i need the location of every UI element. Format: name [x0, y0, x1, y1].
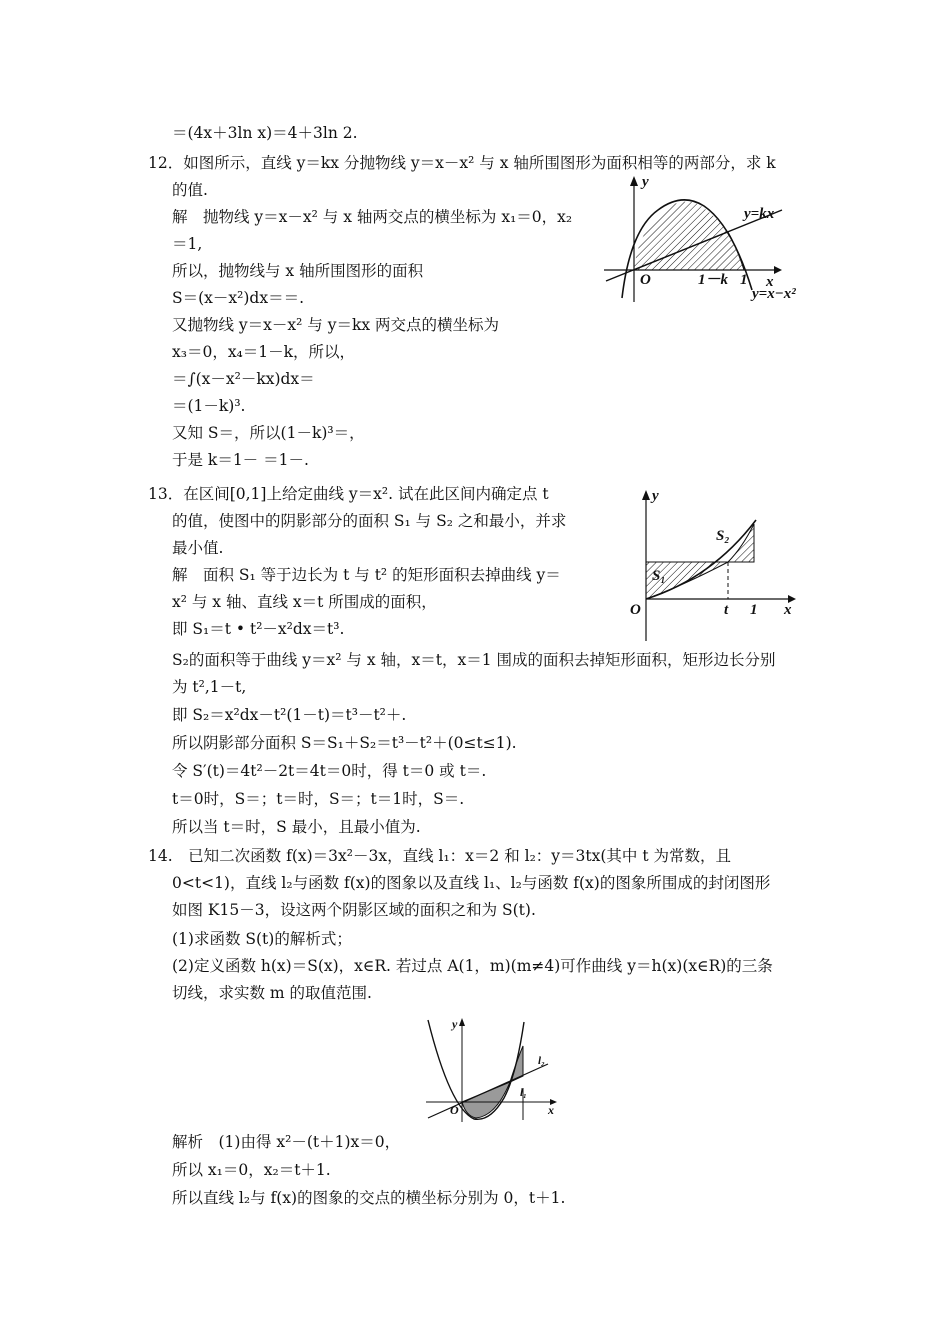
label-l1: l₁ — [520, 1087, 527, 1099]
text-line: 0<t<1)，直线 l₂与函数 f(x)的图象以及直线 l₁、l₂与函数 f(x)的图象所围成的封闭图形 — [172, 874, 771, 892]
y-axis-label: y — [642, 174, 649, 190]
text-line: 最小值. — [172, 539, 224, 557]
figure-k15-3 — [424, 1018, 564, 1124]
line-label: y=kx — [744, 206, 775, 222]
text-line: (1)求函数 S(t)的解析式； — [172, 930, 352, 948]
text-line: 于是 k＝1－ ＝1－. — [172, 451, 309, 469]
tick-1: 1 — [740, 272, 748, 288]
x-axis-label: x — [784, 602, 792, 618]
origin-label: O — [630, 602, 641, 618]
x-axis-arrow — [774, 266, 782, 274]
text-line: 所以 x₁＝0，x₂＝t＋1. — [172, 1161, 331, 1179]
text-line: ＝(1－k)³. — [172, 397, 246, 415]
tick-1: 1 — [750, 602, 758, 618]
y-axis-arrow — [642, 490, 650, 500]
text-line: 令 S′(t)＝4t²－2t＝4t＝0时，得 t＝0 或 t＝. — [172, 762, 487, 780]
text-line: 又知 S＝，所以(1－k)³＝， — [172, 424, 365, 442]
text-line: t＝0时，S＝；t＝时，S＝；t＝1时，S＝. — [172, 790, 465, 808]
text-line: 所以直线 l₂与 f(x)的图象的交点的横坐标分别为 0，t＋1. — [172, 1189, 566, 1207]
figure-parabola-line — [596, 170, 816, 304]
text-line: 所以阴影部分面积 S＝S₁＋S₂＝t³－t²＋(0≤t≤1). — [172, 734, 517, 752]
text-line: 所以，抛物线与 x 轴所围图形的面积 — [172, 262, 424, 280]
text-line: 所以当 t＝时，S 最小，且最小值为. — [172, 818, 421, 836]
text-line: 即 S₂＝x²dx－t²(1－t)＝t³－t²＋. — [172, 706, 407, 724]
y-axis-arrow — [459, 1018, 465, 1026]
text-line: S₂的面积等于曲线 y＝x² 与 x 轴，x＝t，x＝1 围成的面积去掉矩形面积，矩形边长分别 — [172, 651, 776, 669]
problem-12-statement: 12．如图所示，直线 y＝kx 分抛物线 y＝x－x² 与 x 轴所围图形为面积相等的两部分，求 k — [148, 154, 776, 172]
text-line: x₃＝0，x₄＝1－k，所以， — [172, 343, 356, 361]
text-line: ＝1, — [172, 235, 203, 253]
text-line: 切线，求实数 m 的取值范围. — [172, 984, 372, 1002]
label-s2: S₂ — [716, 528, 730, 544]
label-s1: S₁ — [652, 568, 666, 584]
problem-14-statement: 14. 已知二次函数 f(x)＝3x²－3x，直线 l₁：x＝2 和 l₂：y＝3tx(其中 t 为常数，且 — [148, 847, 732, 865]
text-line: S＝(x－x²)dx＝＝. — [172, 289, 305, 307]
curve-label: y=x−x² — [752, 286, 796, 302]
origin-label: O — [450, 1103, 459, 1117]
text-line: 解 面积 S₁ 等于边长为 t 与 t² 的矩形面积去掉曲线 y＝ — [172, 566, 561, 584]
y-axis-arrow — [630, 176, 638, 186]
text-line: 解 抛物线 y＝x－x² 与 x 轴两交点的横坐标为 x₁＝0，x₂ — [172, 208, 573, 226]
tick-1-minus-k: 1－k — [698, 272, 729, 288]
text-line: 的值，使图中的阴影部分的面积 S₁ 与 S₂ 之和最小，并求 — [172, 512, 567, 530]
text-line: 如图 K15－3，设这两个阴影区域的面积之和为 S(t). — [172, 901, 536, 919]
text-line: 又抛物线 y＝x－x² 与 y＝kx 两交点的横坐标为 — [172, 316, 500, 334]
label-l2: l₂ — [538, 1055, 545, 1067]
y-axis-label: y — [652, 488, 659, 504]
y-axis-label: y — [452, 1018, 458, 1031]
text-line: 的值. — [172, 181, 208, 199]
tick-t: t — [724, 602, 729, 618]
origin-label: O — [640, 272, 651, 288]
text-line: 即 S₁＝t • t²－x²dx＝t³. — [172, 620, 345, 638]
text-line: (2)定义函数 h(x)＝S(x)，x∈R. 若过点 A(1，m)(m≠4)可作曲线 y＝h(x)(x∈R)的三条 — [172, 957, 773, 975]
text-line: ＝∫(x－x²－kx)dx＝ — [172, 370, 315, 388]
shaded-s2 — [728, 524, 754, 562]
text-line: x² 与 x 轴、直线 x＝t 所围成的面积， — [172, 593, 437, 611]
figure-area-s1-s2 — [612, 486, 804, 644]
text-line: 解析 (1)由得 x²－(t＋1)x＝0， — [172, 1133, 401, 1151]
text-line: ＝(4x＋3ln x)＝4＋3ln 2. — [172, 124, 358, 142]
x-axis-label: x — [548, 1103, 554, 1117]
x-axis-label: x — [766, 274, 774, 290]
problem-13-statement: 13．在区间[0,1]上给定曲线 y＝x². 试在此区间内确定点 t — [148, 485, 549, 503]
text-line: 为 t²,1－t, — [172, 678, 247, 696]
